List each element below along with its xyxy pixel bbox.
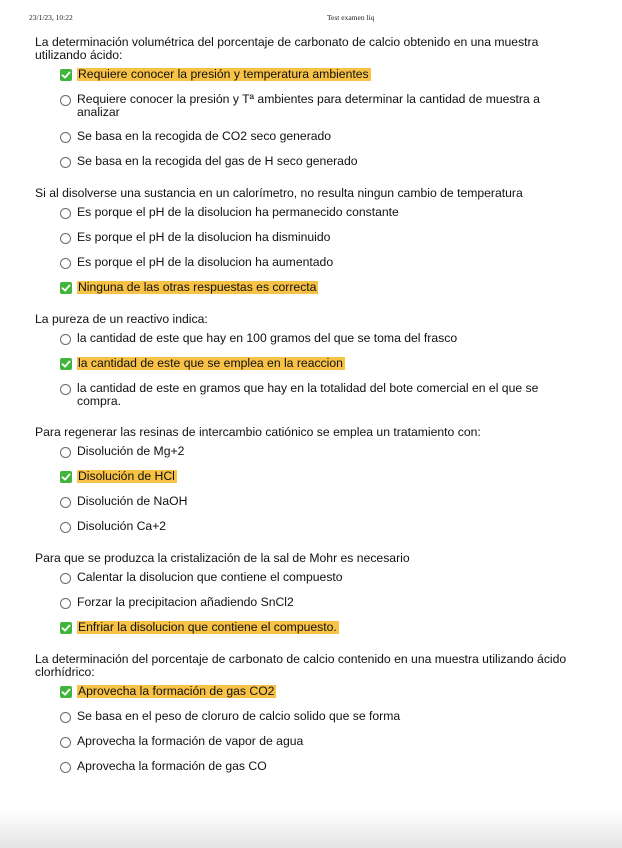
quiz-content (35, 36, 580, 792)
answer-option[interactable] (59, 231, 580, 245)
option-text: la cantidad de este que se emplea en la reaccion (78, 356, 343, 370)
question-text: Si al disolverse una sustancia en un calorímetro, no resulta ningun cambio de temperatura (35, 186, 523, 200)
answer-option[interactable] (59, 155, 580, 169)
options-list (35, 445, 580, 534)
answer-option[interactable] (59, 445, 580, 459)
radio-button-icon[interactable] (59, 445, 73, 459)
radio-button-icon[interactable] (59, 382, 73, 396)
options-list (35, 68, 580, 169)
answer-option[interactable] (59, 382, 580, 408)
answer-option[interactable] (59, 332, 580, 346)
radio-button-icon[interactable] (59, 256, 73, 270)
option-text: Es porque el pH de la disolucion ha permanecido constante (77, 205, 399, 219)
checked-checkbox-icon[interactable] (59, 357, 73, 371)
answer-option[interactable] (59, 130, 580, 144)
radio-button-icon[interactable] (59, 332, 73, 346)
radio-button-icon[interactable] (59, 495, 73, 509)
options-list (35, 685, 580, 774)
answer-option[interactable] (59, 760, 580, 774)
option-text: Enfriar la disolucion que contiene el compuesto. (78, 620, 337, 634)
option-text: Es porque el pH de la disolucion ha aumentado (77, 255, 334, 269)
radio-button-icon[interactable] (59, 735, 73, 749)
answer-option-correct[interactable] (59, 621, 580, 635)
radio-button-icon[interactable] (59, 93, 73, 107)
checked-checkbox-icon[interactable] (59, 685, 73, 699)
option-text: Requiere conocer la presión y Tª ambientes para determinar la cantidad de muestra a analizar (77, 92, 540, 119)
answer-option[interactable] (59, 256, 580, 270)
question-3 (35, 313, 580, 408)
answer-option[interactable] (59, 495, 580, 509)
question-text: Para regenerar las resinas de intercambio catiónico se emplea un tratamiento con: (35, 425, 481, 439)
question-text: La determinación del porcentaje de carbonato de calcio contenido en una muestra utilizando ácido clorhídrico: (35, 652, 567, 679)
question-text: La determinación volumétrica del porcentaje de carbonato de calcio obtenido en una muestra utilizando ácido: (35, 35, 539, 62)
radio-button-icon[interactable] (59, 130, 73, 144)
option-text: Disolución de HCl (78, 469, 175, 483)
radio-button-icon[interactable] (59, 596, 73, 610)
answer-option[interactable] (59, 206, 580, 220)
options-list (35, 571, 580, 635)
page-bottom-shadow (0, 810, 622, 848)
option-text: la cantidad de este que hay en 100 gramos del que se toma del frasco (77, 331, 458, 345)
radio-button-icon[interactable] (59, 206, 73, 220)
question-text: Para que se produzca la cristalización de la sal de Mohr es necesario (35, 551, 410, 565)
radio-button-icon[interactable] (59, 710, 73, 724)
answer-option-correct[interactable] (59, 357, 580, 371)
answer-option[interactable] (59, 596, 580, 610)
option-text: Se basa en el peso de cloruro de calcio solido que se forma (77, 709, 401, 723)
question-6 (35, 653, 580, 774)
option-text: Aprovecha la formación de vapor de agua (77, 734, 304, 748)
question-4 (35, 426, 580, 534)
page-header (0, 13, 622, 27)
radio-button-icon[interactable] (59, 760, 73, 774)
option-text: Disolución Ca+2 (77, 519, 167, 533)
radio-button-icon[interactable] (59, 155, 73, 169)
option-text: Es porque el pH de la disolucion ha disminuido (77, 230, 331, 244)
option-text: Aprovecha la formación de gas CO (77, 759, 267, 773)
answer-option-correct[interactable] (59, 470, 580, 484)
question-2 (35, 187, 580, 295)
answer-option[interactable] (59, 520, 580, 534)
question-5 (35, 552, 580, 635)
print-date: 23/1/23, 10:22 (29, 13, 73, 22)
option-text: Disolución de Mg+2 (77, 444, 185, 458)
radio-button-icon[interactable] (59, 571, 73, 585)
checked-checkbox-icon[interactable] (59, 281, 73, 295)
answer-option-correct[interactable] (59, 685, 580, 699)
option-text: Requiere conocer la presión y temperatura ambientes (78, 67, 369, 81)
answer-option-correct[interactable] (59, 68, 580, 82)
radio-button-icon[interactable] (59, 231, 73, 245)
option-text: Ninguna de las otras respuestas es correcta (78, 280, 317, 294)
question-1 (35, 36, 580, 169)
question-text: La pureza de un reactivo indica: (35, 312, 208, 326)
option-text: Disolución de NaOH (77, 494, 188, 508)
checked-checkbox-icon[interactable] (59, 470, 73, 484)
answer-option[interactable] (59, 710, 580, 724)
option-text: Aprovecha la formación de gas CO2 (78, 684, 275, 698)
checked-checkbox-icon[interactable] (59, 68, 73, 82)
option-text: la cantidad de este en gramos que hay en la totalidad del bote comercial en el que se compra. (77, 381, 539, 408)
answer-option[interactable] (59, 93, 580, 119)
options-list (35, 206, 580, 295)
checked-checkbox-icon[interactable] (59, 621, 73, 635)
answer-option-correct[interactable] (59, 281, 580, 295)
answer-option[interactable] (59, 571, 580, 585)
radio-button-icon[interactable] (59, 520, 73, 534)
option-text: Se basa en la recogida de CO2 seco generado (77, 129, 332, 143)
option-text: Calentar la disolucion que contiene el compuesto (77, 570, 343, 584)
option-text: Forzar la precipitacion añadiendo SnCl2 (77, 595, 294, 609)
document-title: Test examen liq (327, 13, 375, 22)
options-list (35, 332, 580, 408)
option-text: Se basa en la recogida del gas de H seco generado (77, 154, 358, 168)
answer-option[interactable] (59, 735, 580, 749)
